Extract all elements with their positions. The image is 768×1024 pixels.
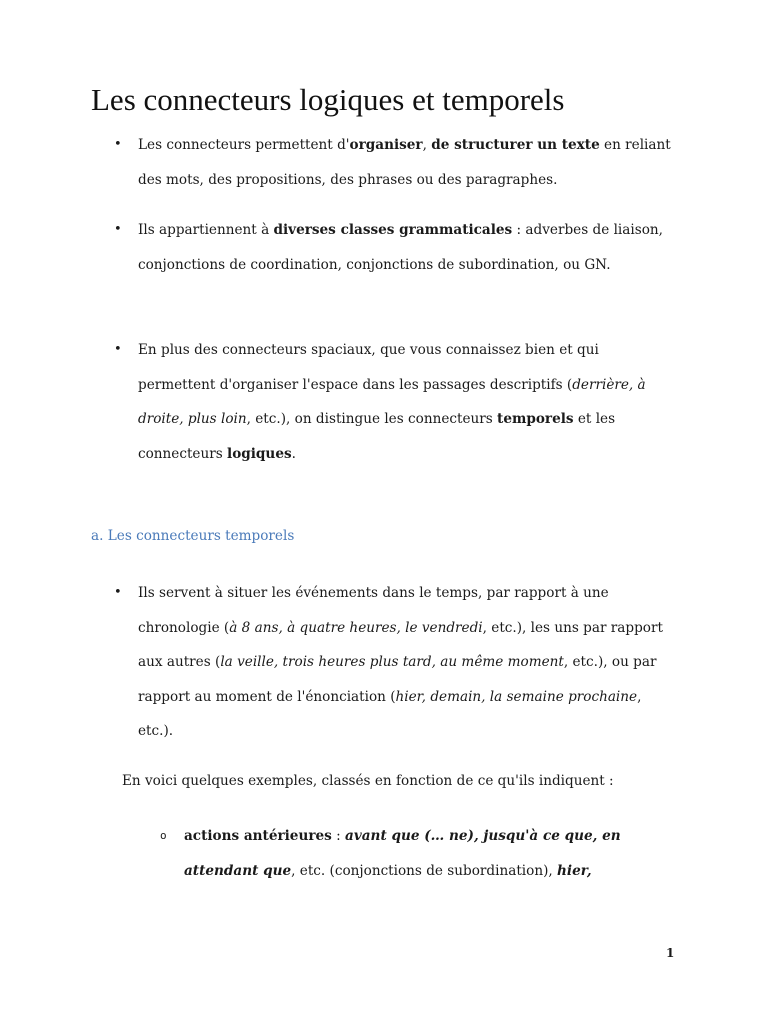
italic-text: hier, demain, la semaine prochaine bbox=[395, 688, 638, 705]
text: , etc. (conjonctions de subordination), bbox=[291, 862, 558, 879]
bold-text: logiques bbox=[227, 445, 292, 462]
bold-text: actions antérieures bbox=[184, 828, 332, 844]
bold-italic-text: avant que (… ne), jusqu'à ce que, en attendant que bbox=[184, 828, 621, 879]
text: . bbox=[291, 445, 296, 462]
sub-item-actions-anterieures bbox=[184, 819, 674, 888]
text: et les connecteurs bbox=[138, 411, 616, 462]
text: Ils appartiennent à bbox=[138, 222, 274, 238]
bullet-item-2 bbox=[138, 213, 674, 282]
text: , bbox=[422, 137, 432, 153]
italic-text: la veille, trois heures plus tard, au même moment bbox=[220, 654, 564, 670]
page-title: Les connecteurs logiques et temporels bbox=[91, 82, 565, 117]
bold-text: diverses classes grammaticales bbox=[273, 222, 513, 238]
text: , etc.), on distingue les connecteurs bbox=[246, 411, 498, 427]
bold-text: temporels bbox=[497, 411, 574, 427]
bold-text: organiser bbox=[349, 137, 423, 153]
examples-intro: En voici quelques exemples, classés en fonction de ce qu'ils indiquent : bbox=[122, 773, 614, 789]
bullet-item-1 bbox=[138, 128, 674, 197]
text: , etc.). bbox=[138, 688, 642, 739]
text: , etc.), ou par rapport au moment de l'énonciation ( bbox=[138, 654, 657, 705]
text: En plus des connecteurs spaciaux, que vous connaissez bien et qui permettent d'organiser l'espace dans les passages descriptifs ( bbox=[138, 342, 599, 393]
bullet-item-temporels bbox=[138, 576, 674, 749]
text: Ils servent à situer les événements dans le temps, par rapport à une chronologie ( bbox=[138, 585, 609, 636]
bold-italic-text: hier, bbox=[557, 862, 592, 879]
italic-text: derrière, à droite, plus loin bbox=[138, 376, 646, 427]
text: en reliant des mots, des propositions, des phrases ou des paragraphes. bbox=[138, 137, 671, 188]
text: Les connecteurs permettent d' bbox=[138, 137, 350, 153]
italic-text: à 8 ans, à quatre heures, le vendredi bbox=[229, 619, 483, 636]
text: : adverbes de liaison, conjonctions de coordination, conjonctions de subordination, ou GN. bbox=[138, 222, 663, 273]
page-number: 1 bbox=[666, 946, 675, 960]
text: : bbox=[331, 828, 346, 844]
text: , etc.), les uns par rapport aux autres ( bbox=[138, 619, 663, 670]
section-heading-temporels: a. Les connecteurs temporels bbox=[91, 528, 295, 544]
bold-text: de structurer un texte bbox=[431, 137, 600, 153]
bullet-item-3 bbox=[138, 333, 674, 471]
